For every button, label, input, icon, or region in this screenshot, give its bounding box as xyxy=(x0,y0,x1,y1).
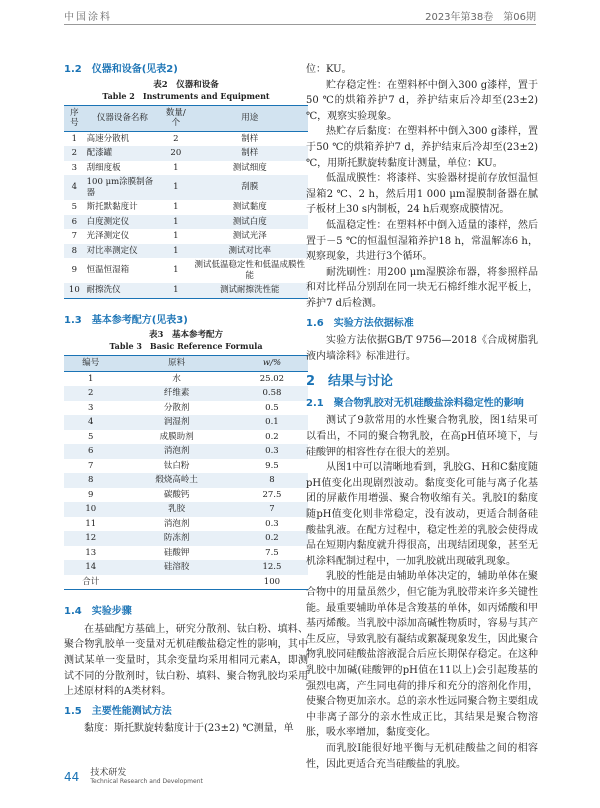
t3-cell: 14 xyxy=(64,560,117,575)
t3-cell: 硅溶胶 xyxy=(117,560,235,575)
t3-cell: 100 xyxy=(236,575,308,590)
t2-cell: 白度测定仪 xyxy=(85,215,161,230)
t3-row xyxy=(64,502,308,517)
paragraph-results-2: 从图1中可以清晰地看到，乳胶G、H和C黏度随pH值变化出现剧烈波动。黏度变化可能与离子化基团的屏蔽作用增强、聚合物收缩有关。乳胶I的黏度随pH值变化则非常稳定，没有波动，更适合制备硅酸盐乳液。在配方过程中，稳定性差的乳胶会使得成品在短期内黏度就升得很高，出现结团现象，甚至无机涂料配制过程中，一加乳胶就出现破乳现象。 xyxy=(306,462,538,567)
t3-cell: 防冻剂 xyxy=(117,531,235,546)
t3-row xyxy=(64,386,308,401)
t3-cell: 2 xyxy=(64,386,117,401)
t2-row xyxy=(64,200,308,215)
t2-header-no: 序号 xyxy=(64,105,85,131)
table-2 xyxy=(64,105,308,299)
footer-label xyxy=(90,768,202,786)
issue-info: 2023年第38卷 第06期 xyxy=(425,12,536,23)
t3-cell: 合计 xyxy=(64,575,117,590)
t2-cell: 斯托默黏度计 xyxy=(86,202,138,213)
table3-caption-en: Table 3 Basic Reference Formula xyxy=(109,341,263,352)
t2-cell: 2 xyxy=(64,146,85,161)
t3-cell: 7.5 xyxy=(265,547,279,558)
paragraph-heat-storage-viscosity: 热贮存后黏度：在塑料杯中倒入300 g漆样，置于50 ℃的烘箱养护7 d，养护结束后冷却至(23±2) ℃，用斯托默旋转黏度计测量，单位：KU。 xyxy=(306,126,538,169)
t3-row xyxy=(64,488,308,503)
t2-cell: 7 xyxy=(71,231,78,242)
t3-cell: 0.2 xyxy=(265,431,279,442)
t2-cell: 5 xyxy=(71,202,78,213)
t2-cell: 刮细度板 xyxy=(86,162,121,173)
t2-cell: 1 xyxy=(173,162,179,173)
t2-header-name: 仪器设备名称 xyxy=(85,105,161,131)
t3-cell: 7 xyxy=(88,460,94,471)
section-2-title: 2 结果与讨论 xyxy=(306,374,394,390)
t3-cell: 12.5 xyxy=(236,560,308,575)
t2-cell: 1 xyxy=(160,215,191,230)
t2-row xyxy=(64,244,308,259)
t2-cell: 1 xyxy=(173,202,179,213)
t2-row xyxy=(64,131,308,146)
t2-cell: 对比率测定仪 xyxy=(85,244,161,259)
section-1-6-title: 1.6 实验方法依据标准 xyxy=(306,317,414,329)
paragraph-standard: 实验方法依据GB/T 9756—2018《合成树脂乳液内墙涂料》标准进行。 xyxy=(306,335,538,362)
t2-cell: 测试低温稳定性和低温成膜性能 xyxy=(194,260,306,281)
t3-cell: 乳胶 xyxy=(117,502,235,517)
t2-cell: 制样 xyxy=(192,146,308,161)
t2-cell: 2 xyxy=(173,133,179,144)
t3-cell xyxy=(117,575,235,590)
right-column xyxy=(306,62,538,772)
t3-cell: 0.5 xyxy=(265,402,279,413)
t3-header-material: 原料 xyxy=(117,356,235,372)
t3-cell: 4 xyxy=(64,415,117,430)
section-1-3-title: 1.3 基本参考配方(见表3) xyxy=(64,314,188,326)
t3-cell: 硅酸钾 xyxy=(163,547,190,558)
t2-row xyxy=(64,161,308,176)
t2-cell: 测试黏度 xyxy=(232,202,267,213)
section-2-1-title: 2.1 聚合物乳胶对无机硅酸盐涂料稳定性的影响 xyxy=(306,397,524,409)
header-rule xyxy=(64,24,536,25)
paragraph-low-temp-film: 低温成膜性：将漆样、实验器材提前存放恒温恒湿箱2 ℃、2 h，然后用1 000 μm湿膜制备器在腻子板材上30 s内制板，24 h后观察成膜情况。 xyxy=(306,173,538,216)
t2-cell: 1 xyxy=(160,283,191,298)
section-1-5-paragraph: 黏度：斯托默旋转黏度计于(23±2) ℃测量，单 xyxy=(84,723,294,735)
t3-row xyxy=(64,459,308,474)
paragraph-results-3: 乳胶的性能是由辅助单体决定的，辅助单体在聚合物中的用量虽然少，但它能为乳胶带来许多关键性能。最重要辅助单体是含羧基的单体，如丙烯酸和甲基丙烯酸。当乳胶中添加高碱性物质时，容易与其产生反应，导致乳胶有凝结或絮凝现象发生，因此聚合物乳胶同硅酸盐溶液混合后应长期保存稳定。在这种乳胶中加碱(硅酸钾的pH值在11以上)会引起羧基的强烈电离，产生同电荷的排斥和充分的溶剂化作用，使聚合物更加亲水。总的亲水性远同聚合物主要组成中非离子部分的亲水性成正比，其结果是聚合物溶胀，吸水率增加，黏度变化。 xyxy=(306,571,538,739)
t3-cell: 7 xyxy=(236,502,308,517)
t2-cell: 光泽测定仪 xyxy=(86,231,130,242)
section-1-4-title: 1.4 实验步骤 xyxy=(64,606,132,618)
t2-cell: 100 μm涂膜制备器 xyxy=(85,175,161,200)
t2-cell: 配漆罐 xyxy=(85,146,161,161)
t3-row xyxy=(64,473,308,488)
t3-cell: 12 xyxy=(64,531,117,546)
t3-cell: 8 xyxy=(236,473,308,488)
paragraph-scrub-resistance: 耐洗刷性：用200 μm湿膜涂布器，将参照样品和对比样品分别刮在同一块无石棉纤维水泥平板上，养护7 d后检测。 xyxy=(306,266,538,309)
t2-cell: 恒温恒湿箱 xyxy=(86,265,130,276)
t2-cell: 8 xyxy=(64,244,85,259)
paragraph-results-4: 而乳胶I能很好地平衡与无机硅酸盐之间的相容性，因此更适合充当硅酸盐的乳胶。 xyxy=(306,742,538,770)
t2-cell: 刮膜 xyxy=(192,175,308,200)
t2-row xyxy=(64,175,308,200)
t3-cell: 分散剂 xyxy=(163,402,190,413)
t2-cell: 4 xyxy=(64,175,85,200)
t3-row xyxy=(64,371,308,386)
t3-cell: 消泡剂 xyxy=(163,518,190,529)
t2-header-use: 用途 xyxy=(192,105,308,131)
t2-cell: 1 xyxy=(71,133,78,144)
t2-row xyxy=(64,215,308,230)
table3-caption-cn: 表3 基本参考配方 xyxy=(149,330,223,341)
t3-cell: 0.3 xyxy=(236,444,308,459)
section-1-2-title: 1.2 仪器和设备(见表2) xyxy=(64,64,178,75)
t3-cell: 0.58 xyxy=(236,386,308,401)
t3-cell: 0.2 xyxy=(236,531,308,546)
t2-cell: 耐擦洗仪 xyxy=(85,283,161,298)
t3-row xyxy=(64,415,308,430)
t3-cell: 润湿剂 xyxy=(117,415,235,430)
t2-cell: 1 xyxy=(160,175,191,200)
table-2-body xyxy=(64,131,308,298)
page-number: 44 xyxy=(64,770,80,784)
t2-cell: 9 xyxy=(71,265,78,276)
table-3 xyxy=(64,355,308,590)
t3-cell: 10 xyxy=(64,502,117,517)
t3-cell: 13 xyxy=(85,547,97,558)
t3-cell: 成膜助剂 xyxy=(159,431,194,442)
t3-cell: 27.5 xyxy=(262,489,282,500)
t3-cell: 6 xyxy=(64,444,117,459)
section-1-5-title: 1.5 主要性能测试方法 xyxy=(64,705,172,717)
t3-row xyxy=(64,531,308,546)
table-3-body xyxy=(64,371,308,590)
footer-label-cn: 技术研发 xyxy=(90,768,127,778)
paragraph-unit: 位：KU。 xyxy=(306,64,352,75)
t3-row xyxy=(64,560,308,575)
t2-cell: 1 xyxy=(173,231,179,242)
t2-cell: 高速分散机 xyxy=(86,133,130,144)
t3-cell: 1 xyxy=(88,373,94,384)
t2-cell: 测试细度 xyxy=(232,162,267,173)
t3-row xyxy=(64,546,308,561)
journal-name: 中国涂料 xyxy=(64,12,112,23)
table2-caption-en: Table 2 Instruments and Equipment xyxy=(102,90,270,101)
t3-cell: 11 xyxy=(85,518,97,529)
t2-cell: 测试光泽 xyxy=(232,231,267,242)
t3-cell: 煅烧高岭土 xyxy=(117,473,235,488)
t3-cell: 钛白粉 xyxy=(163,460,190,471)
t2-row xyxy=(64,229,308,244)
t3-cell: 8 xyxy=(64,473,117,488)
t2-cell: 3 xyxy=(71,162,78,173)
t3-cell: 0.1 xyxy=(236,415,308,430)
t2-cell: 10 xyxy=(64,283,85,298)
t2-header-qty: 数量/个 xyxy=(160,105,191,131)
footer-label-en: Technical Research and Development xyxy=(90,778,203,785)
t3-cell: 消泡剂 xyxy=(117,444,235,459)
t2-cell: 制样 xyxy=(241,133,259,144)
t3-cell: 5 xyxy=(88,431,94,442)
t2-cell: 测试对比率 xyxy=(192,244,308,259)
t2-row xyxy=(64,258,308,283)
t3-cell: 0.3 xyxy=(265,518,279,529)
left-column xyxy=(64,58,308,737)
t3-row xyxy=(64,401,308,416)
t3-header-no: 编号 xyxy=(64,356,117,372)
t3-cell: 3 xyxy=(88,402,94,413)
t3-cell: 9 xyxy=(88,489,94,500)
page-footer xyxy=(64,767,203,787)
section-1-4-paragraph: 在基础配方基础上，研究分散剂、钛白粉、填料、聚合物乳胶单一变量对无机硅酸盐稳定性的影响，其中测试某单一变量时，其余变量均采用相同元素A，即测试不同的分散剂时，钛白粉、填料、聚合物乳胶均采用上述原材料的A类材料。 xyxy=(64,623,308,698)
t2-cell: 测试白度 xyxy=(192,215,308,230)
t3-cell: 水 xyxy=(172,373,181,384)
paragraph-storage-stability: 贮存稳定性：在塑料杯中倒入300 g漆样，置于50 ℃的烘箱养护7 d，养护结束后冷却至(23±2) ℃，观察实验现象。 xyxy=(306,79,538,122)
t2-row xyxy=(64,146,308,161)
t3-cell: 25.02 xyxy=(259,373,285,384)
t3-row xyxy=(64,444,308,459)
paragraph-low-temp-stability: 低温稳定性：在塑料杯中倒入适量的漆样，然后置于－5 ℃的恒温恒湿箱养护18 h，常温解冻6 h，观察现象，共进行3个循环。 xyxy=(306,219,538,263)
t2-cell: 测试耐擦洗性能 xyxy=(192,283,308,298)
paragraph-results-1: 测试了9款常用的水性聚合物乳胶，图1结果可以看出，不同的聚合物乳胶，在高pH值环境下，与硅酸钾的相容性存在很大的差别。 xyxy=(306,415,538,458)
t2-cell: 1 xyxy=(160,244,191,259)
t2-row xyxy=(64,283,308,298)
t3-row xyxy=(64,517,308,532)
t3-cell: 碳酸钙 xyxy=(163,489,190,500)
t3-row xyxy=(64,430,308,445)
t2-cell: 6 xyxy=(64,215,85,230)
t2-cell: 1 xyxy=(173,265,179,276)
t3-header-wt: w/% xyxy=(236,356,308,372)
t3-cell: 纤维素 xyxy=(117,386,235,401)
t2-cell: 20 xyxy=(160,146,191,161)
table2-caption-cn: 表2 仪器和设备 xyxy=(153,79,219,90)
t3-row xyxy=(64,575,308,590)
t3-cell: 9.5 xyxy=(265,460,279,471)
